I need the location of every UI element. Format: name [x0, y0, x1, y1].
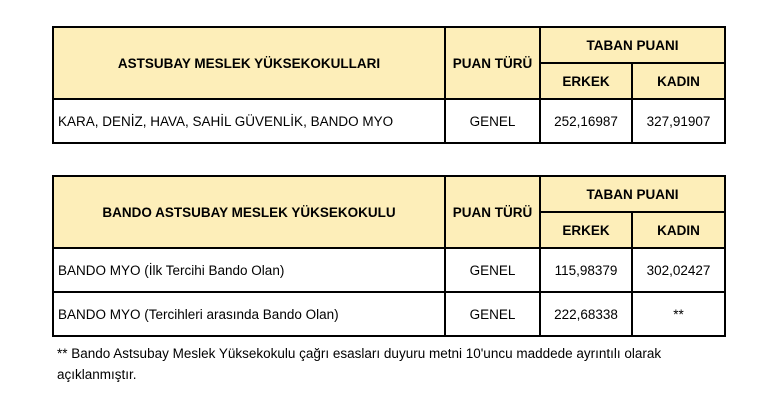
score-type-header: PUAN TÜRÜ — [445, 176, 540, 248]
table-astsubay-myo — [52, 26, 726, 144]
program-cell: BANDO MYO (Tercihleri arasında Bando Olan) — [53, 292, 445, 336]
male-score-cell: 252,16987 — [540, 99, 632, 143]
base-score-header: TABAN PUANI — [540, 27, 725, 63]
female-header: KADIN — [632, 212, 725, 248]
female-header: KADIN — [632, 63, 725, 99]
male-header: ERKEK — [540, 212, 632, 248]
male-score-cell: 222,68338 — [540, 292, 632, 336]
score-type-cell: GENEL — [445, 99, 540, 143]
table-row — [53, 99, 725, 143]
program-cell: BANDO MYO (İlk Tercihi Bando Olan) — [53, 248, 445, 292]
table-bando-myo — [52, 175, 726, 337]
footnote: ** Bando Astsubay Meslek Yüksekokulu çağrı esasları duyuru metni 10'uncu maddede ayrıntılı olarak açıklanmıştır. — [57, 346, 662, 382]
score-type-cell: GENEL — [445, 248, 540, 292]
female-score-cell: 302,02427 — [632, 248, 725, 292]
male-header: ERKEK — [540, 63, 632, 99]
base-score-header: TABAN PUANI — [540, 176, 725, 212]
female-score-cell: ** — [632, 292, 725, 336]
table-title: ASTSUBAY MESLEK YÜKSEKOKULLARI — [53, 27, 445, 99]
table-row — [53, 248, 725, 292]
female-score-cell: 327,91907 — [632, 99, 725, 143]
table-row — [53, 292, 725, 336]
table-title: BANDO ASTSUBAY MESLEK YÜKSEKOKULU — [53, 176, 445, 248]
score-type-cell: GENEL — [445, 292, 540, 336]
program-cell: KARA, DENİZ, HAVA, SAHİL GÜVENLİK, BANDO MYO — [53, 99, 445, 143]
score-type-header: PUAN TÜRÜ — [445, 27, 540, 99]
male-score-cell: 115,98379 — [540, 248, 632, 292]
